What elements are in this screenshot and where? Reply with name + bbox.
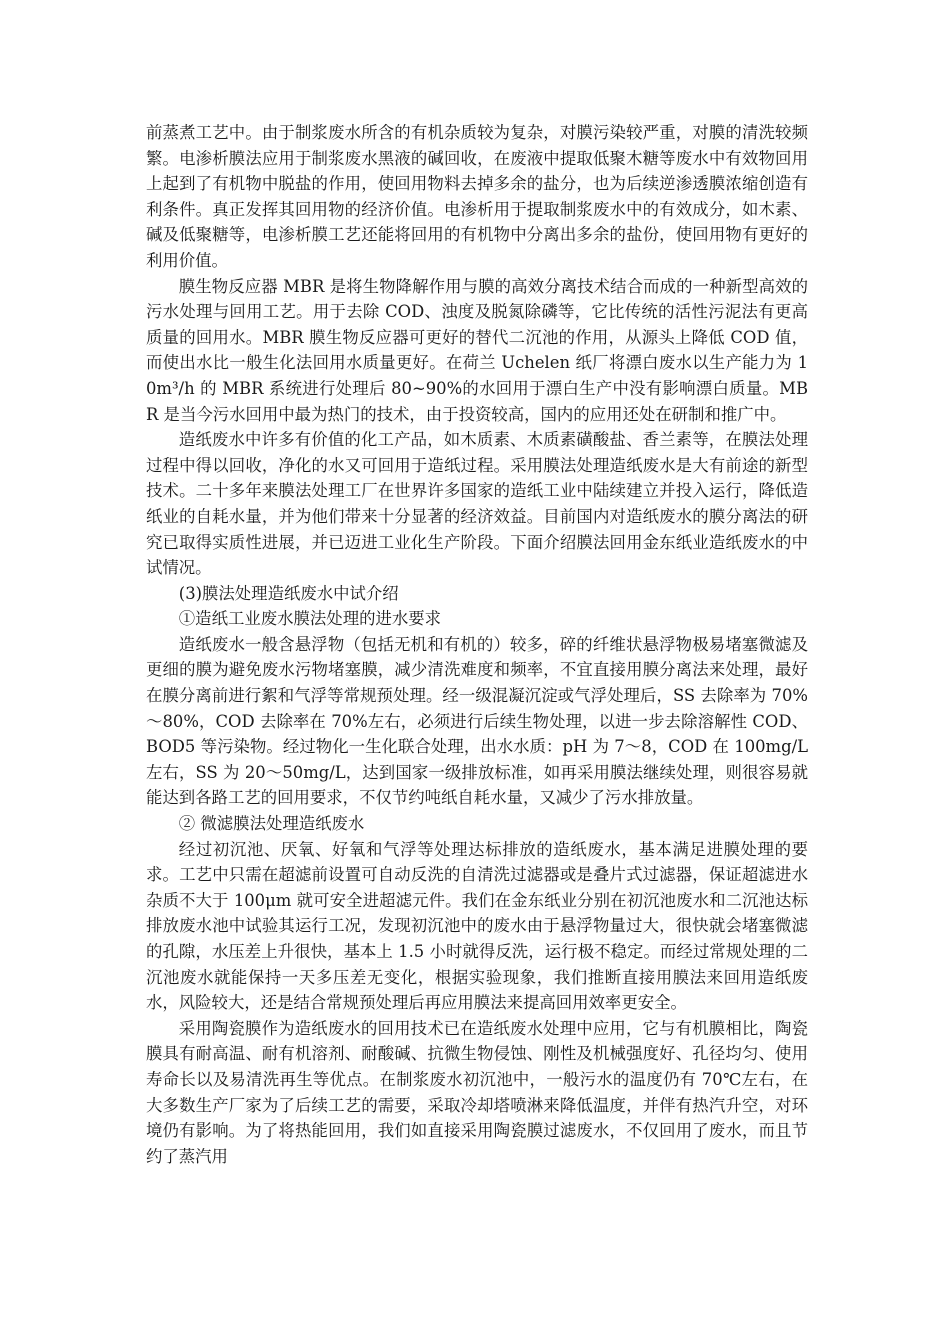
subsection-heading-microfiltration: ② 微滤膜法处理造纸废水	[178, 814, 365, 834]
paragraph-electrodialysis: 前蒸煮工艺中。由于制浆废水所含的有机杂质较为复杂，对膜污染较严重，对膜的清洗较频繁。电渗析膜法应用于制浆废水黑液的碱回收，在废液中提取低聚木糖等废水中有效物回用上起到了有机物中脱盐的作用，使回用物料去掉多余的盐分，也为后续逆渗透膜浓缩创造有利条件。真正发挥其回用物的经济价值。电渗析用于提取制浆废水中的有效成分，如木素、碱及低聚糖等，电渗析膜工艺还能将回用的有机物中分离出多余的盐份，使回用物有更好的利用价值。	[146, 123, 808, 270]
paragraph-mbr: 膜生物反应器 MBR 是将生物降解作用与膜的高效分离技术结合而成的一种新型高效的污水处理与回用工艺。用于去除 COD、浊度及脱氮除磷等，它比传统的活性污泥法有更高质量的回用水。MBR 膜生物反应器可更好的替代二沉池的作用，从源头上降低 COD 值，而使出水比一般生化法回用水质量更好。在荷兰 Uchelen 纸厂将漂白废水以生产能力为 10m³/h 的 MBR 系统进行处理后 80~90%的水回用于漂白生产中没有影响漂白质量。MBR 是当今污水回用中最为热门的技术，由于投资较高，国内的应用还处在研制和推广中。	[146, 276, 808, 424]
paragraph-microfiltration: 经过初沉池、厌氧、好氧和气浮等处理达标排放的造纸废水，基本满足进膜处理的要求。工艺中只需在超滤前设置可自动反洗的自清洗过滤器或是叠片式过滤器，保证超滤进水杂质不大于 100μm 就可安全进超滤元件。我们在金东纸业分别在初沉池废水和二沉池达标排放废水池中试验其运行工况，发现初沉池中的废水由于悬浮物量过大，很快就会堵塞微滤的孔隙，水压差上升很快，基本上 1.5 小时就得反洗，运行极不稳定。而经过常规处理的二沉池废水就能保持一天多压差无变化，根据实验现象，我们推断直接用膜法来回用造纸废水，风险较大，还是结合常规预处理后再应用膜法来提高回用效率更安全。	[146, 839, 808, 1013]
subsection-heading-influent-requirements: ①造纸工业废水膜法处理的进水要求	[178, 609, 442, 629]
document-body	[146, 120, 808, 1169]
paragraph-ceramic-membrane: 采用陶瓷膜作为造纸废水的回用技术已在造纸废水处理中应用，它与有机膜相比，陶瓷膜具有耐高温、耐有机溶剂、耐酸碱、抗微生物侵蚀、刚性及机械强度好、孔径均匀、使用寿命长以及易清洗再生等优点。在制浆废水初沉池中，一般污水的温度仍有 70℃左右，在大多数生产厂家为了后续工艺的需要，采取冷却塔喷淋来降低温度，并伴有热汽升空，对环境仍有影响。为了将热能回用，我们如直接采用陶瓷膜过滤废水，不仅回用了废水，而且节约了蒸汽用	[146, 1018, 808, 1166]
paragraph-influent-requirements: 造纸废水一般含悬浮物（包括无机和有机的）较多，碎的纤维状悬浮物极易堵塞微滤及更细的膜为避免废水污物堵塞膜，减少清洗难度和频率，不宜直接用膜分离法来处理，最好在膜分离前进行絮和气浮等常规预处理。经一级混凝沉淀或气浮处理后，SS 去除率为 70%～80%，COD 去除率在 70%左右，必须进行后续生物处理，以进一步去除溶解性 COD、BOD5 等污染物。经过物化一生化联合处理，出水水质：pH 为 7～8，COD 在 100mg/L 左右，SS 为 20～50mg/L，达到国家一级排放标准，如再采用膜法继续处理，则很容易就能达到各路工艺的回用要求，不仅节约吨纸自耗水量，又减少了污水排放量。	[146, 634, 808, 808]
paragraph-membrane-overview: 造纸废水中许多有价值的化工产品，如木质素、木质素磺酸盐、香兰素等，在膜法处理过程中得以回收，净化的水又可回用于造纸过程。采用膜法处理造纸废水是大有前途的新型技术。二十多年来膜法处理工厂在世界许多国家的造纸工业中陆续建立并投入运行，降低造纸业的自耗水量，并为他们带来十分显著的经济效益。目前国内对造纸废水的膜分离法的研究已取得实质性进展，并已迈进工业化生产阶段。下面介绍膜法回用金东纸业造纸废水的中试情况。	[146, 430, 808, 578]
section-heading-pilot-test: (3)膜法处理造纸废水中试介绍	[178, 583, 399, 603]
